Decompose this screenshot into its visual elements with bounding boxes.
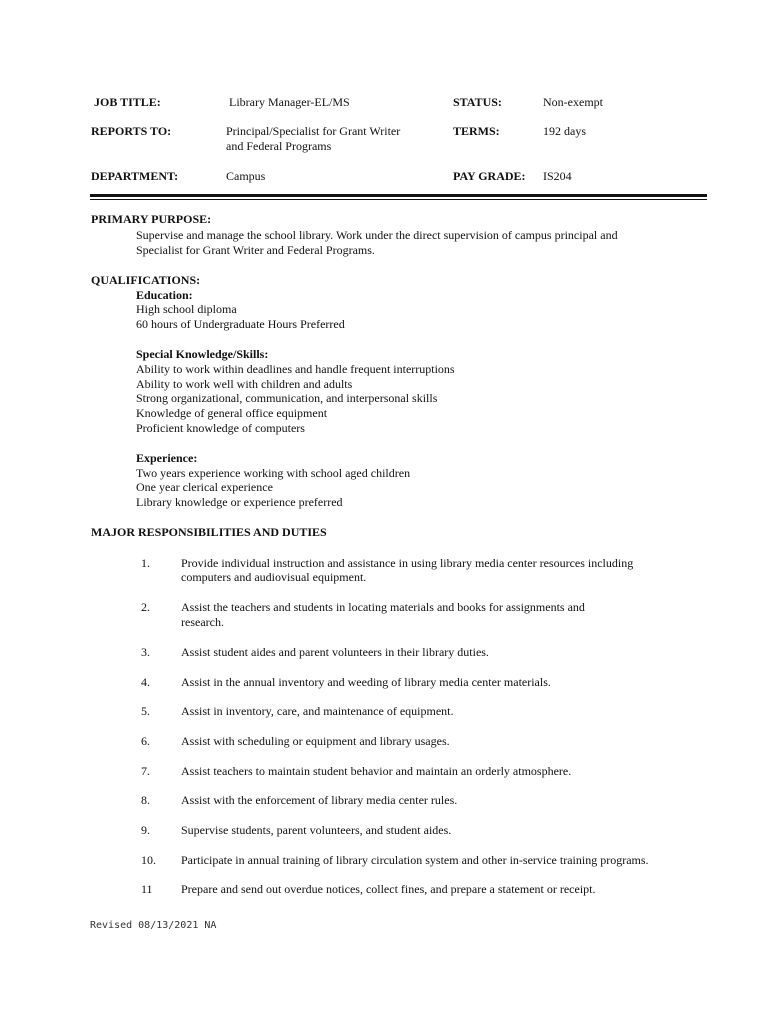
header-rule-thick xyxy=(90,194,707,197)
education-heading: Education: xyxy=(136,288,193,302)
duty-text: Supervise students, parent volunteers, and student aides. xyxy=(181,823,452,837)
duty-number: 11 xyxy=(141,882,153,896)
duties-heading: MAJOR RESPONSIBILITIES AND DUTIES xyxy=(91,525,327,539)
primary-purpose-heading: PRIMARY PURPOSE: xyxy=(91,212,212,226)
experience-item: One year clerical experience xyxy=(136,480,273,494)
department-value: Campus xyxy=(226,169,266,183)
header-rule-thin xyxy=(90,199,707,200)
experience-item: Library knowledge or experience preferred xyxy=(136,495,343,509)
duty-text: Assist in the annual inventory and weeding of library media center materials. xyxy=(181,675,551,689)
duty-text: research. xyxy=(181,615,224,629)
duty-text: Prepare and send out overdue notices, collect fines, and prepare a statement or receipt. xyxy=(181,882,596,896)
experience-heading: Experience: xyxy=(136,451,198,465)
duty-text: Assist teachers to maintain student behavior and maintain an orderly atmosphere. xyxy=(181,764,572,778)
education-item: High school diploma xyxy=(136,302,237,316)
job-title-label: JOB TITLE: xyxy=(94,95,161,109)
education-item: 60 hours of Undergraduate Hours Preferred xyxy=(136,317,345,331)
duty-number: 10. xyxy=(141,853,156,867)
duty-number: 2. xyxy=(141,600,150,614)
duty-text: Assist the teachers and students in locating materials and books for assignments and xyxy=(181,600,585,614)
duty-number: 7. xyxy=(141,764,150,778)
duty-text: Assist with scheduling or equipment and library usages. xyxy=(181,734,450,748)
pay-grade-label: PAY GRADE: xyxy=(453,169,526,183)
qualifications-heading: QUALIFICATIONS: xyxy=(91,273,201,287)
primary-purpose-line: Supervise and manage the school library. Work under the direct supervision of campus principal and xyxy=(136,228,618,242)
reports-to-line1: Principal/Specialist for Grant Writer xyxy=(226,124,401,138)
duty-number: 1. xyxy=(141,556,150,570)
reports-to-line2: and Federal Programs xyxy=(226,139,332,153)
skills-item: Ability to work within deadlines and handle frequent interruptions xyxy=(136,362,455,376)
duty-text: Provide individual instruction and assistance in using library media center resources including xyxy=(181,556,634,570)
duty-number: 5. xyxy=(141,704,150,718)
department-label: DEPARTMENT: xyxy=(91,169,179,183)
pay-grade-value: IS204 xyxy=(543,169,572,183)
duty-number: 3. xyxy=(141,645,150,659)
terms-value: 192 days xyxy=(543,124,586,138)
duty-number: 6. xyxy=(141,734,150,748)
primary-purpose-line: Specialist for Grant Writer and Federal Programs. xyxy=(136,243,375,257)
duty-text: Assist with the enforcement of library media center rules. xyxy=(181,793,458,807)
skills-item: Proficient knowledge of computers xyxy=(136,421,305,435)
job-title-value: Library Manager-EL/MS xyxy=(229,95,350,109)
skills-heading: Special Knowledge/Skills: xyxy=(136,347,269,361)
duty-number: 4. xyxy=(141,675,150,689)
duty-text: computers and audiovisual equipment. xyxy=(181,570,367,584)
terms-label: TERMS: xyxy=(453,124,500,138)
skills-item: Strong organizational, communication, and interpersonal skills xyxy=(136,391,438,405)
experience-item: Two years experience working with school aged children xyxy=(136,466,411,480)
duty-text: Assist in inventory, care, and maintenance of equipment. xyxy=(181,704,454,718)
duty-text: Participate in annual training of library circulation system and other in-service training programs. xyxy=(181,853,649,867)
duty-number: 8. xyxy=(141,793,150,807)
skills-item: Ability to work well with children and adults xyxy=(136,377,353,391)
duty-text: Assist student aides and parent volunteers in their library duties. xyxy=(181,645,489,659)
reports-to-label: REPORTS TO: xyxy=(91,124,172,138)
revision-footer: Revised 08/13/2021 NA xyxy=(90,920,217,931)
skills-item: Knowledge of general office equipment xyxy=(136,406,328,420)
status-value: Non-exempt xyxy=(543,95,603,109)
duty-number: 9. xyxy=(141,823,150,837)
status-label: STATUS: xyxy=(453,95,502,109)
